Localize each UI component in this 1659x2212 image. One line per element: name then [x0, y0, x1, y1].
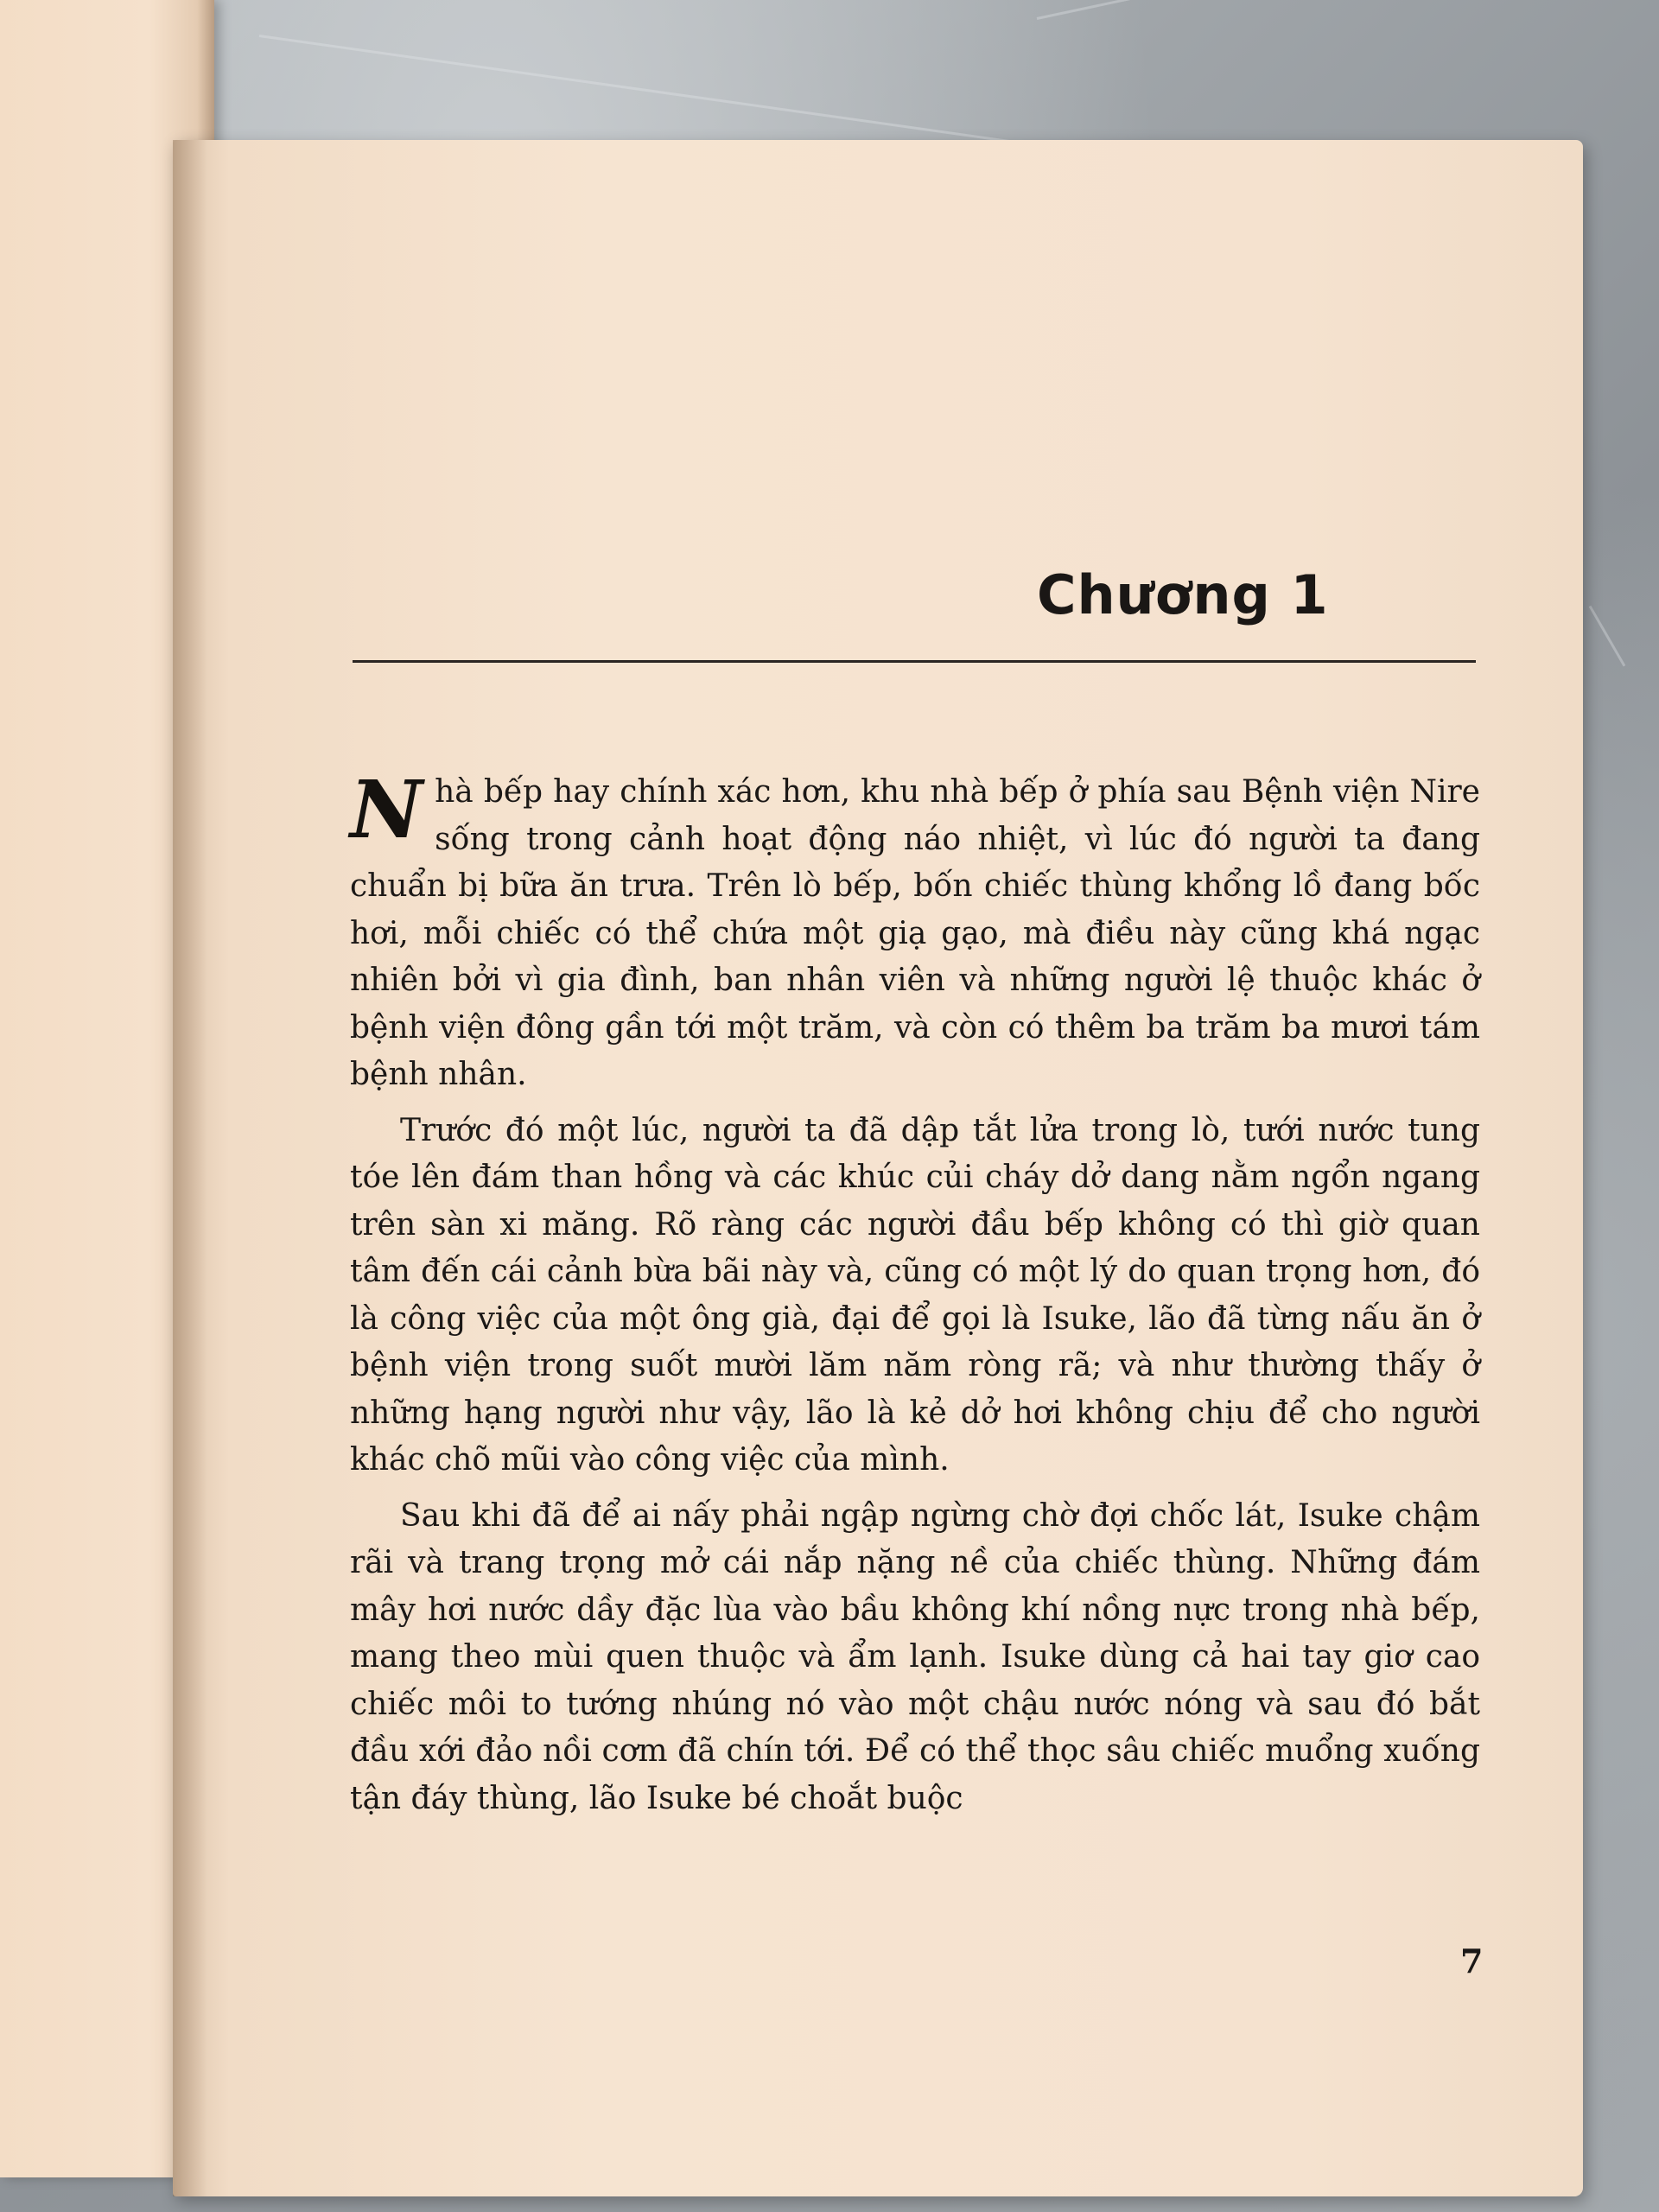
marble-vein	[259, 35, 1030, 145]
spine-shadow	[173, 140, 207, 2196]
marble-vein	[1589, 606, 1626, 667]
paragraph: Sau khi đã để ai nấy phải ngập ngừng chờ đợi chốc lát, Isuke chậm rãi và trang trọng mở cái nắp nặng nề của chiếc thùng. Những đám mây hơi nước dầy đặc lùa vào bầu không khí nồng nực trong nhà bếp, mang theo mùi quen thuộc và ẩm lạnh. Isuke dùng cả hai tay giơ cao chiếc môi to tướng nhúng nó vào một chậu nước nóng và sau đó bắt đầu xới đảo nồi cơm đã chín tới. Để có thể thọc sâu chiếc muổng xuống tận đáy thùng, lão Isuke bé choắt buộc	[350, 1497, 1480, 1816]
chapter-rule	[353, 660, 1476, 663]
marble-vein	[1037, 0, 1545, 20]
paragraph-text: hà bếp hay chính xác hơn, khu nhà bếp ở phía sau Bệnh viện Nire sống trong cảnh hoạt động náo nhiệt, vì lúc đó người ta đang chuẩn bị bữa ăn trưa. Trên lò bếp, bốn chiếc thùng khổng lồ đang bốc hơi, mỗi chiếc có thể chứa một giạ gạo, mà điều này cũng khá ngạc nhiên bởi vì gia đình, ban nhân viên và những người lệ thuộc khác ở bệnh viện đông gần tới một trăm, và còn có thêm ba trăm ba mươi tám bệnh nhân.	[350, 774, 1480, 1092]
paragraph: Trước đó một lúc, người ta đã dập tắt lửa trong lò, tưới nước tung tóe lên đám than hồng và các khúc củi cháy dở dang nằm ngổn ngang trên sàn xi măng. Rõ ràng các người đầu bếp không có thì giờ quan tâm đến cái cảnh bừa bãi này và, cũng có một lý do quan trọng hơn, đó là công việc của một ông già, đại để gọi là Isuke, lão đã từng nấu ăn ở bệnh viện trong suốt mười lăm năm ròng rã; và như thường thấy ở những hạng người như vậy, lão là kẻ dở hơi không chịu để cho người khác chõ mũi vào công việc của mình.	[350, 1112, 1480, 1478]
page-number: 7	[1460, 1942, 1484, 1980]
body-text	[350, 763, 1480, 1831]
book-page	[173, 140, 1583, 2196]
drop-cap: N	[350, 763, 423, 856]
paragraph	[350, 763, 1480, 1099]
chapter-title: Chương 1	[1037, 563, 1329, 626]
